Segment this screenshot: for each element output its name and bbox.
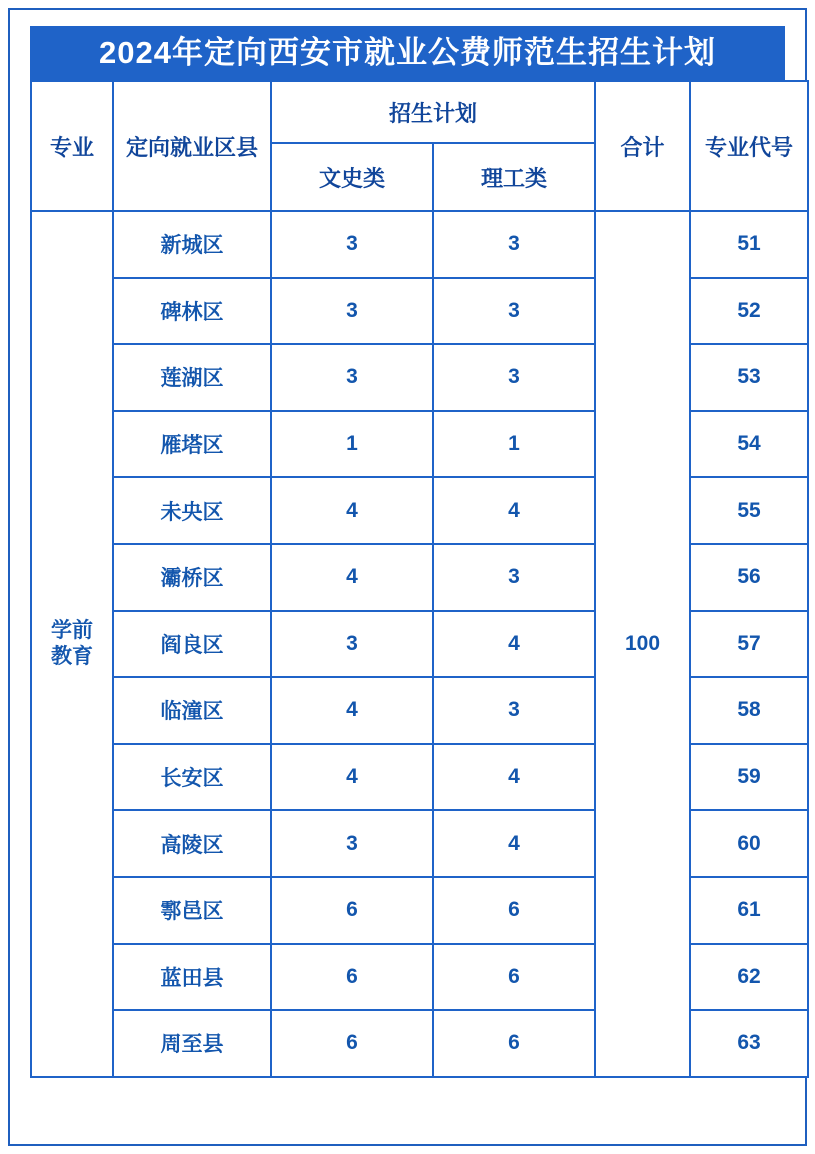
column-header-major: 专业 xyxy=(31,81,113,211)
cell-ligong: 6 xyxy=(433,944,595,1011)
cell-region: 鄠邑区 xyxy=(113,877,271,944)
cell-code: 55 xyxy=(690,477,808,544)
table-row xyxy=(31,344,808,411)
table-row xyxy=(31,944,808,1011)
cell-wenshi: 3 xyxy=(271,344,433,411)
cell-code: 62 xyxy=(690,944,808,1011)
cell-ligong: 6 xyxy=(433,877,595,944)
cell-code: 52 xyxy=(690,278,808,345)
cell-region: 高陵区 xyxy=(113,810,271,877)
column-header-plan-group: 招生计划 xyxy=(271,81,595,143)
cell-wenshi: 1 xyxy=(271,411,433,478)
admission-plan-table xyxy=(30,80,809,1078)
column-header-code: 专业代号 xyxy=(690,81,808,211)
cell-wenshi: 4 xyxy=(271,744,433,811)
column-header-wenshi: 文史类 xyxy=(271,143,433,211)
cell-ligong: 3 xyxy=(433,211,595,278)
cell-region: 长安区 xyxy=(113,744,271,811)
cell-region: 碑林区 xyxy=(113,278,271,345)
column-header-ligong: 理工类 xyxy=(433,143,595,211)
cell-region: 未央区 xyxy=(113,477,271,544)
cell-wenshi: 6 xyxy=(271,877,433,944)
cell-ligong: 6 xyxy=(433,1010,595,1077)
cell-ligong: 3 xyxy=(433,677,595,744)
table-row xyxy=(31,211,808,278)
cell-region: 雁塔区 xyxy=(113,411,271,478)
cell-ligong: 3 xyxy=(433,344,595,411)
page-title: 2024年定向西安市就业公费师范生招生计划 xyxy=(30,26,785,80)
cell-ligong: 3 xyxy=(433,278,595,345)
table-header-row-1 xyxy=(31,81,808,143)
cell-code: 58 xyxy=(690,677,808,744)
cell-wenshi: 4 xyxy=(271,477,433,544)
cell-code: 54 xyxy=(690,411,808,478)
cell-region: 新城区 xyxy=(113,211,271,278)
cell-region: 蓝田县 xyxy=(113,944,271,1011)
cell-region: 临潼区 xyxy=(113,677,271,744)
table-row xyxy=(31,544,808,611)
table-row xyxy=(31,477,808,544)
cell-code: 61 xyxy=(690,877,808,944)
cell-region: 阎良区 xyxy=(113,611,271,678)
table-row xyxy=(31,877,808,944)
cell-code: 57 xyxy=(690,611,808,678)
cell-wenshi: 6 xyxy=(271,1010,433,1077)
table-row xyxy=(31,677,808,744)
cell-code: 51 xyxy=(690,211,808,278)
table-row xyxy=(31,611,808,678)
table-header xyxy=(31,81,808,211)
table-row xyxy=(31,810,808,877)
cell-wenshi: 3 xyxy=(271,211,433,278)
cell-ligong: 3 xyxy=(433,544,595,611)
cell-ligong: 4 xyxy=(433,810,595,877)
cell-total: 100 xyxy=(595,211,690,1077)
cell-ligong: 4 xyxy=(433,611,595,678)
cell-ligong: 4 xyxy=(433,744,595,811)
cell-wenshi: 3 xyxy=(271,278,433,345)
cell-region: 周至县 xyxy=(113,1010,271,1077)
major-line-1: 学前 xyxy=(51,619,93,643)
cell-major-name xyxy=(31,211,113,1077)
cell-code: 63 xyxy=(690,1010,808,1077)
major-line-2: 教育 xyxy=(51,644,93,668)
column-header-region: 定向就业区县 xyxy=(113,81,271,211)
cell-region: 莲湖区 xyxy=(113,344,271,411)
cell-ligong: 1 xyxy=(433,411,595,478)
column-header-total: 合计 xyxy=(595,81,690,211)
cell-code: 60 xyxy=(690,810,808,877)
cell-code: 59 xyxy=(690,744,808,811)
table-row xyxy=(31,744,808,811)
cell-code: 56 xyxy=(690,544,808,611)
cell-code: 53 xyxy=(690,344,808,411)
cell-wenshi: 4 xyxy=(271,544,433,611)
cell-wenshi: 4 xyxy=(271,677,433,744)
document-body xyxy=(30,26,794,1078)
cell-wenshi: 3 xyxy=(271,810,433,877)
cell-wenshi: 3 xyxy=(271,611,433,678)
table-row xyxy=(31,278,808,345)
table-body xyxy=(31,211,808,1077)
table-row xyxy=(31,1010,808,1077)
cell-region: 灞桥区 xyxy=(113,544,271,611)
cell-wenshi: 6 xyxy=(271,944,433,1011)
table-row xyxy=(31,411,808,478)
cell-ligong: 4 xyxy=(433,477,595,544)
